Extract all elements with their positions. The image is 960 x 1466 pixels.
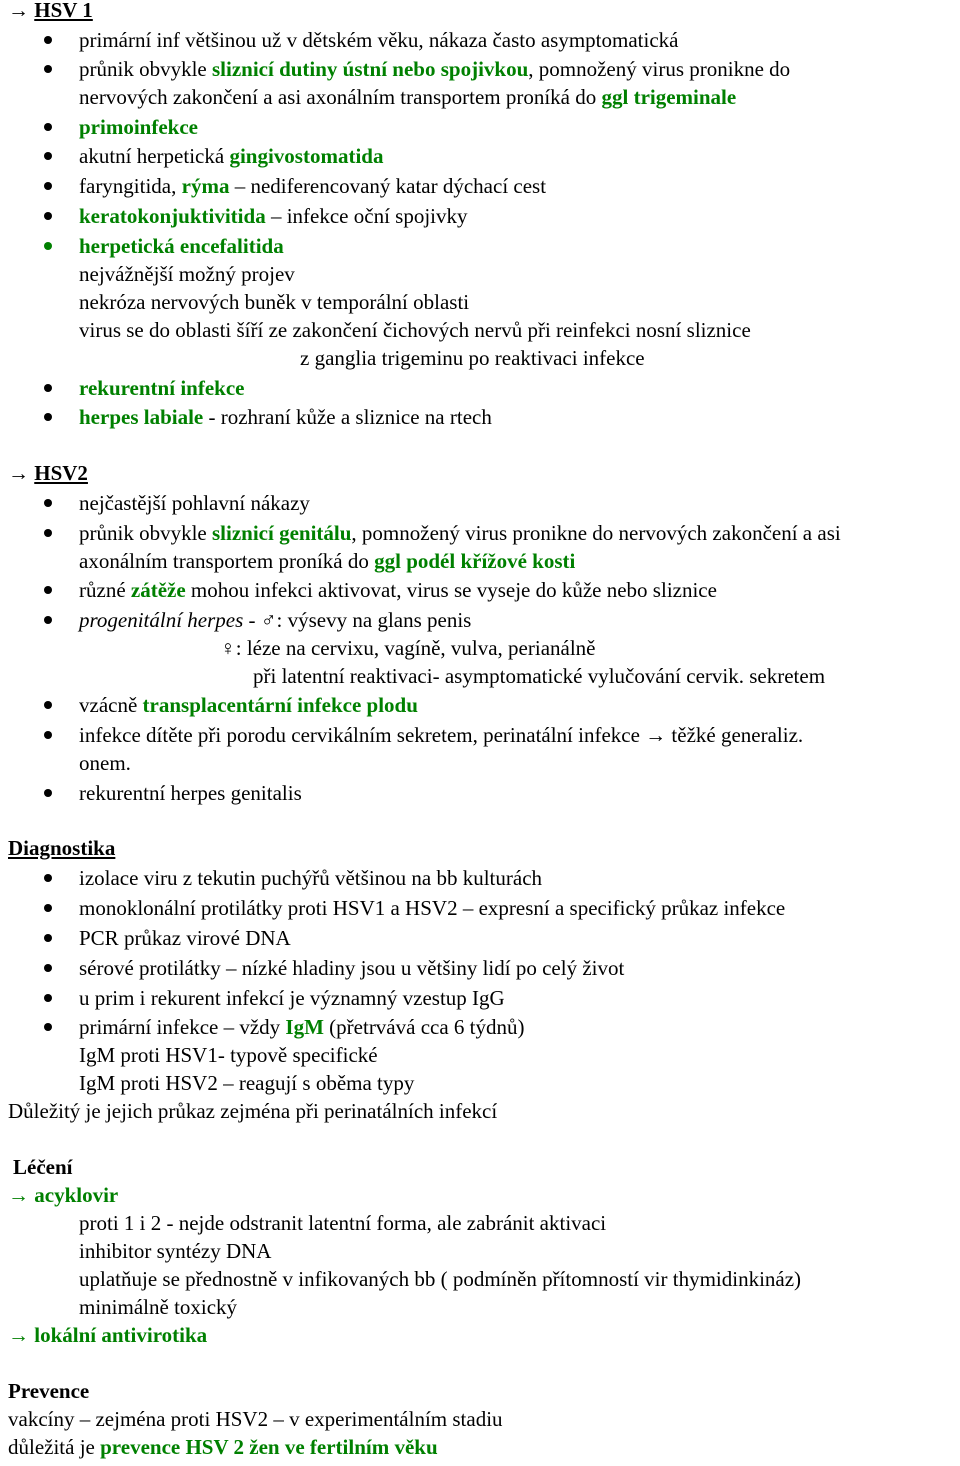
bullet-icon — [44, 934, 52, 942]
sub-item: nejvážnější možný projev — [79, 262, 295, 286]
bullet-icon — [44, 123, 52, 131]
list-item: keratokonjuktivitida – infekce oční spojivky — [79, 204, 468, 228]
bullet-icon — [44, 212, 52, 220]
list-item: primoinfekce — [79, 115, 198, 139]
sub-item: nekróza nervových buněk v temporální oblasti — [79, 290, 470, 314]
list-item: akutní herpetická gingivostomatida — [79, 144, 384, 168]
list-item: rekurentní herpes genitalis — [79, 781, 302, 805]
bullet-icon — [44, 586, 52, 594]
bullet-icon — [44, 384, 52, 392]
bullet-icon — [44, 789, 52, 797]
prevention-line: důležitá je prevence HSV 2 žen ve fertilním věku — [8, 1435, 438, 1459]
prevention-title: Prevence — [8, 1379, 90, 1403]
list-item-continuation: onem. — [79, 751, 131, 775]
treatment-local-antivirotics: → lokální antivirotika — [8, 1323, 208, 1347]
list-item: PCR průkaz virové DNA — [79, 926, 291, 950]
list-item: izolace viru z tekutin puchýřů většinou na bb kulturách — [79, 866, 543, 890]
bullet-icon — [44, 152, 52, 160]
sub-item: z ganglia trigeminu po reaktivaci infekce — [300, 346, 645, 370]
bullet-icon — [44, 731, 52, 739]
list-item-continuation: axonálním transportem proníká do ggl podél křížové kosti — [79, 549, 576, 573]
bullet-icon — [44, 182, 52, 190]
bullet-icon — [44, 242, 52, 250]
diagnostika-title: Diagnostika — [8, 836, 116, 860]
bullet-icon — [44, 413, 52, 421]
list-item: rekurentní infekce — [79, 376, 245, 400]
list-item: průnik obvykle sliznicí genitálu, pomnožený virus pronikne do nervových zakončení a asi — [79, 521, 841, 545]
bullet-icon — [44, 529, 52, 537]
hsv1-title: HSV 1 — [34, 0, 93, 22]
bullet-icon — [44, 904, 52, 912]
sub-item: IgM proti HSV1- typově specifické — [79, 1043, 378, 1067]
treatment-title: Léčení — [13, 1155, 73, 1179]
bullet-icon — [44, 964, 52, 972]
sub-item: při latentní reaktivaci- asymptomatické vylučování cervik. sekretem — [253, 664, 826, 688]
sub-item: virus se do oblasti šíří ze zakončení čichových nervů při reinfekci nosní sliznice — [79, 318, 751, 342]
list-item: herpetická encefalitida — [79, 234, 284, 258]
bullet-icon — [44, 499, 52, 507]
bullet-icon — [44, 616, 52, 624]
bullet-icon — [44, 701, 52, 709]
hsv1-heading: → HSV 1 — [8, 0, 93, 22]
list-item: sérové protilátky – nízké hladiny jsou u většiny lidí po celý život — [79, 956, 625, 980]
list-item: faryngitida, rýma – nediferencovaný katar dýchací cest — [79, 174, 547, 198]
list-item: u prim i rekurent infekcí je významný vzestup IgG — [79, 986, 505, 1010]
list-item: průnik obvykle sliznicí dutiny ústní nebo spojivkou, pomnožený virus pronikne do — [79, 57, 791, 81]
bullet-icon — [44, 994, 52, 1002]
bullet-icon — [44, 36, 52, 44]
list-item: herpes labiale - rozhraní kůže a sliznice na rtech — [79, 405, 492, 429]
hsv2-heading: → HSV2 — [8, 461, 88, 485]
hsv2-title: HSV2 — [34, 461, 88, 485]
list-item: primární inf většinou už v dětském věku, nákaza často asymptomatická — [79, 28, 679, 52]
bullet-icon — [44, 65, 52, 73]
sub-item: proti 1 i 2 - nejde odstranit latentní forma, ale zabránit aktivaci — [79, 1211, 607, 1235]
list-item: primární infekce – vždy IgM (přetrvává cca 6 týdnů) — [79, 1015, 525, 1039]
list-item: infekce dítěte při porodu cervikálním sekretem, perinatální infekce → těžké generaliz. — [79, 723, 804, 747]
note: Důležitý je jejich průkaz zejména při perinatálních infekcí — [8, 1099, 498, 1123]
list-item: progenitální herpes - ♂: výsevy na glans penis — [79, 608, 472, 632]
bullet-icon — [44, 1023, 52, 1031]
sub-item: IgM proti HSV2 – reagují s oběma typy — [79, 1071, 415, 1095]
prevention-line: vakcíny – zejména proti HSV2 – v experimentálním stadiu — [8, 1407, 503, 1431]
list-item: monoklonální protilátky proti HSV1 a HSV2 – expresní a specifický průkaz infekce — [79, 896, 786, 920]
bullet-icon — [44, 874, 52, 882]
sub-item: minimálně toxický — [79, 1295, 238, 1319]
treatment-acyklovir: → acyklovir — [8, 1183, 119, 1207]
sub-item: uplatňuje se přednostně v infikovaných bb ( podmíněn přítomností vir thymidinkináz) — [79, 1267, 802, 1291]
list-item: vzácně transplacentární infekce plodu — [79, 693, 418, 717]
sub-item: ♀: léze na cervixu, vagíně, vulva, perianálně — [220, 636, 596, 660]
list-item-continuation: nervových zakončení a asi axonálním transportem proníká do ggl trigeminale — [79, 85, 737, 109]
list-item: nejčastější pohlavní nákazy — [79, 491, 310, 515]
sub-item: inhibitor syntézy DNA — [79, 1239, 272, 1263]
list-item: různé zátěže mohou infekci aktivovat, virus se vyseje do kůže nebo sliznice — [79, 578, 717, 602]
